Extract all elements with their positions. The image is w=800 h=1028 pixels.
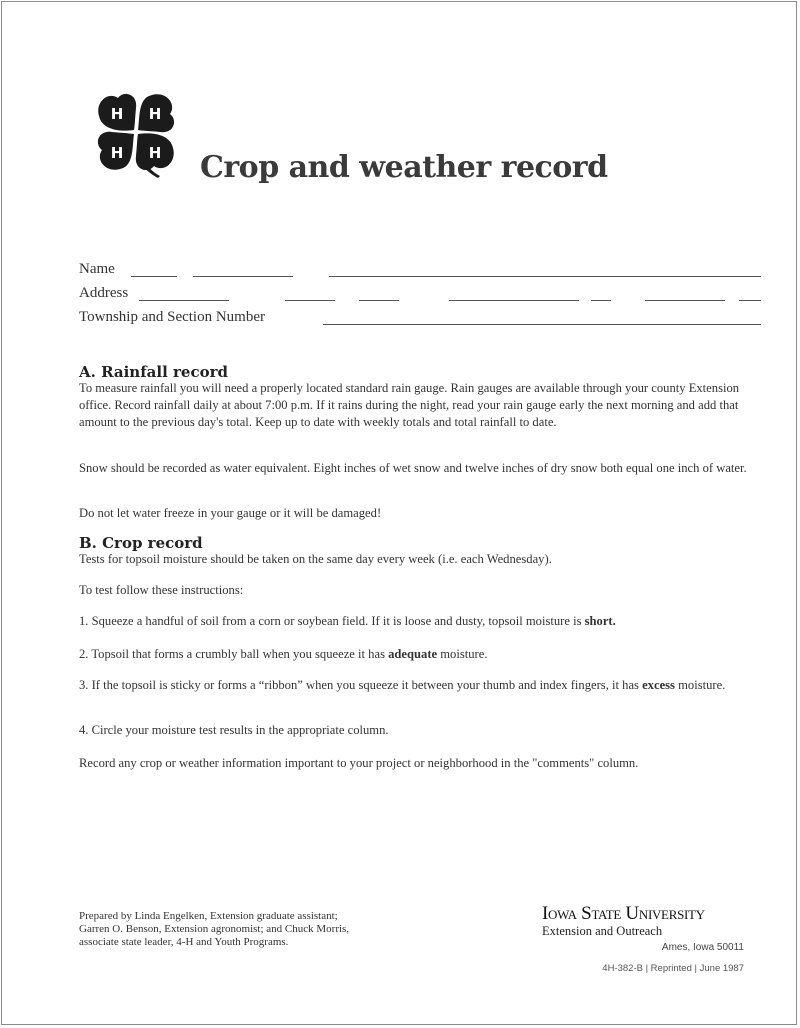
- address-line[interactable]: [739, 300, 761, 301]
- address-line[interactable]: [591, 300, 611, 301]
- address-line[interactable]: [645, 300, 725, 301]
- name-label: Name: [79, 261, 115, 277]
- rainfall-paragraph-3: Do not let water freeze in your gauge or it will be damaged!: [79, 506, 382, 520]
- name-line[interactable]: [193, 276, 293, 277]
- extension-unit: Extension and Outreach: [542, 924, 663, 938]
- name-line[interactable]: [131, 276, 177, 277]
- clover-letter-h: H: [148, 105, 162, 123]
- address-line[interactable]: [139, 300, 229, 301]
- rainfall-paragraph-1: To measure rainfall you will need a properly located standard rain gauge. Rain gauges are available through your county Extension office. Record rainfall daily at about 7:00 p.m. If it rains during the night, read your rain gauge early the next morning and add that amount to the previous day's total. Keep up to date with weekly totals and total rainfall to date.: [79, 381, 740, 429]
- page-title: Crop and weather record: [200, 150, 608, 185]
- township-field[interactable]: [79, 306, 761, 330]
- address-label: Address: [79, 285, 129, 301]
- clover-letter-h: H: [110, 144, 124, 162]
- moisture-excess: excess: [642, 678, 675, 692]
- crop-step-1: 1. Squeeze a handful of soil from a corn or soybean field. If it is loose and dusty, topsoil moisture is short.: [79, 614, 616, 628]
- address-line[interactable]: [285, 300, 335, 301]
- section-b-heading: B. Crop record: [79, 534, 203, 552]
- university-location: Ames, Iowa 50011: [661, 942, 744, 953]
- crop-instructions-lead: To test follow these instructions:: [79, 583, 244, 597]
- clover-letter-h: H: [110, 105, 124, 123]
- name-line[interactable]: [329, 276, 761, 277]
- township-line[interactable]: [323, 324, 761, 325]
- township-label: Township and Section Number: [79, 309, 266, 325]
- moisture-short: short.: [584, 614, 616, 628]
- publication-info: 4H-382-B | Reprinted | June 1987: [602, 963, 744, 974]
- crop-closing: Record any crop or weather information important to your project or neighborhood in the "comments" column.: [79, 756, 639, 770]
- crop-step-4: 4. Circle your moisture test results in the appropriate column.: [79, 723, 389, 737]
- university-name: Iowa State University: [542, 903, 705, 924]
- credit-text: Prepared by Linda Engelken, Extension graduate assistant; Garren O. Benson, Extension agronomist; and Chuck Morris, associate state leader, 4-H and Youth Programs.: [79, 910, 350, 948]
- crop-intro: Tests for topsoil moisture should be taken on the same day every week (i.e. each Wednesday).: [79, 552, 552, 566]
- header-fields: [79, 258, 761, 330]
- section-a-heading: A. Rainfall record: [79, 363, 228, 381]
- rainfall-paragraph-2: Snow should be recorded as water equivalent. Eight inches of wet snow and twelve inches of dry snow both equal one inch of water.: [79, 461, 747, 475]
- address-line[interactable]: [449, 300, 579, 301]
- address-field[interactable]: [79, 282, 761, 306]
- clover-letter-h: H: [148, 144, 162, 162]
- crop-step-3: 3. If the topsoil is sticky or forms a “ribbon” when you squeeze it between your thumb and index fingers, it has excess moisture.: [79, 678, 726, 692]
- 4h-clover-icon: [90, 86, 182, 178]
- address-line[interactable]: [359, 300, 399, 301]
- name-field[interactable]: [79, 258, 761, 282]
- moisture-adequate: adequate: [388, 647, 438, 661]
- crop-step-2: 2. Topsoil that forms a crumbly ball when you squeeze it has adequate moisture.: [79, 647, 488, 661]
